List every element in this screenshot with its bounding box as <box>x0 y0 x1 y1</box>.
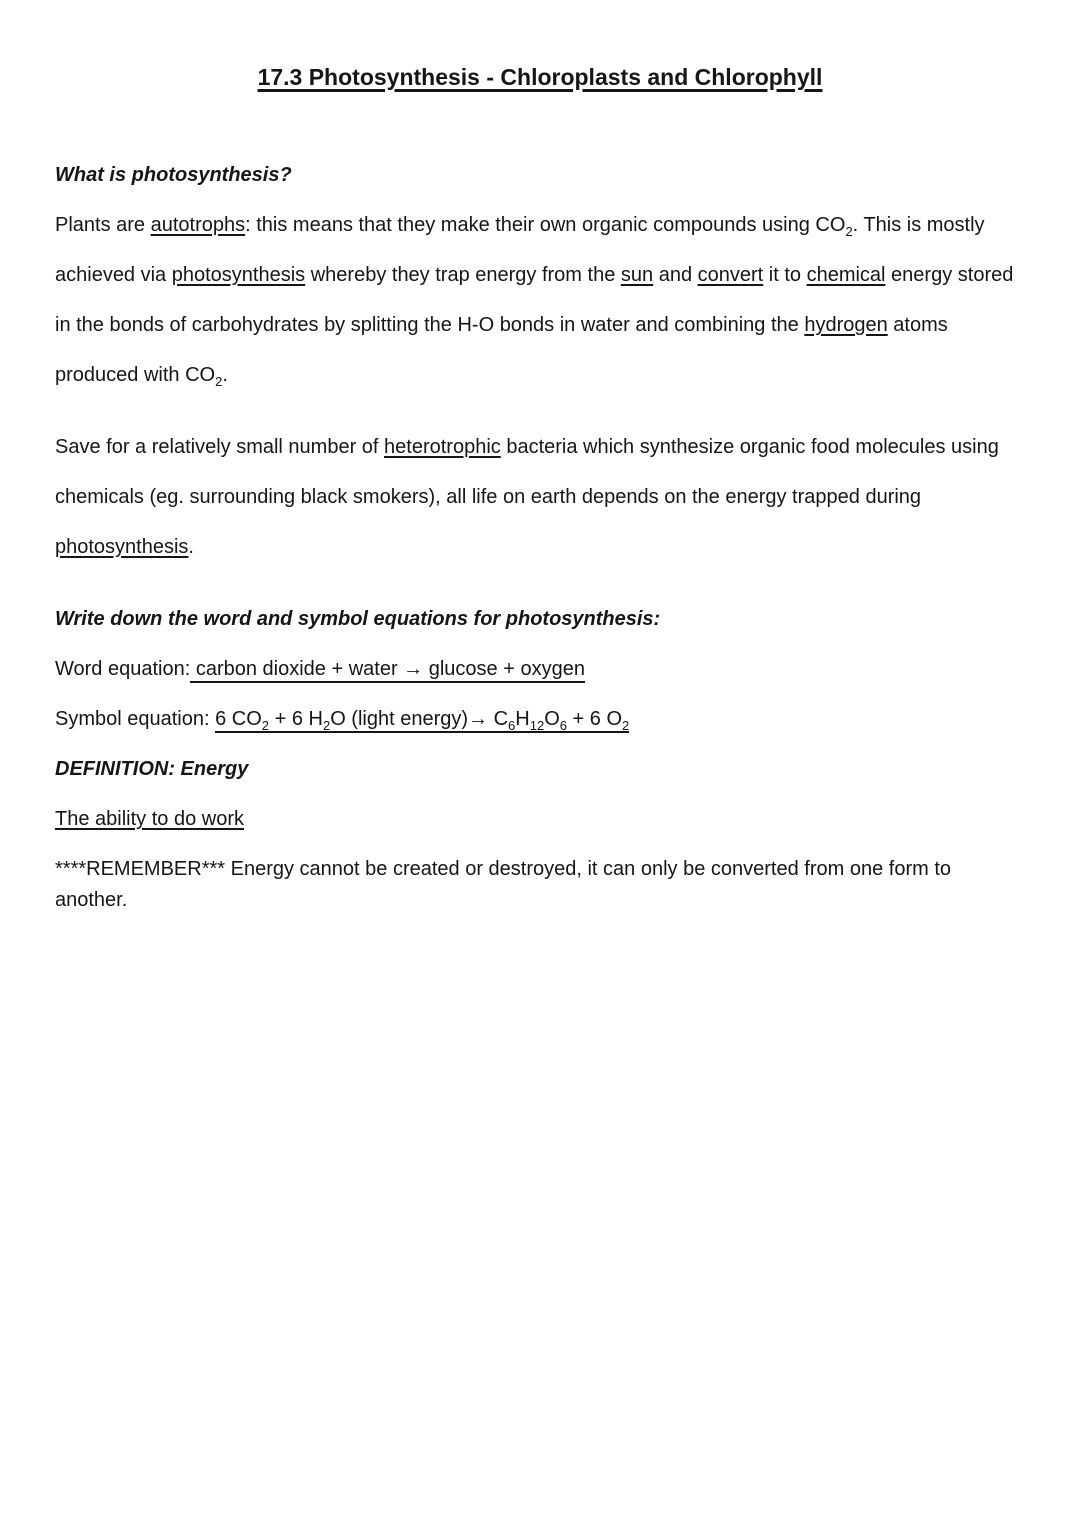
heterotrophs-paragraph: Save for a relatively small number of heterotrophic bacteria which synthesize organic food molecules using chemicals (eg. surrounding black smokers), all life on earth depends on the energy trapped during photosynthesis. <box>55 436 999 558</box>
definition-text: The ability to do work <box>55 808 244 830</box>
symbol-equation-label: Symbol equation: <box>55 708 216 730</box>
symbol-equation-line <box>55 694 1025 744</box>
section-heading-what-is-photosynthesis: What is photosynthesis? <box>55 164 292 186</box>
equations-block <box>55 594 1025 844</box>
intro-paragraph: Plants are autotrophs: this means that they make their own organic compounds using $CO_2$. This is mostly achieved via photosynthesis whereby they trap energy from the sun and convert it to chemical energy stored in the bonds of carbohydrates by splitting the H-O bonds in water and combining the hydrogen atoms produced with $CO_2$. <box>55 214 1014 389</box>
word-equation-value: carbon dioxide + water → glucose + oxygen <box>190 658 585 683</box>
document-title-text: 17.3 Photosynthesis - Chloroplasts and Chlorophyll <box>257 64 823 90</box>
remember-note: ****REMEMBER*** Energy cannot be created or destroyed, it can only be converted from one form to another. <box>55 858 952 911</box>
word-equation-line <box>55 644 1025 694</box>
document-title <box>55 62 1025 92</box>
symbol-equation-value: 6 $CO_2 + 6$ $H_2O$ (light energy)→ $C_6H_{12}O_6 + 6$ $O_2$ <box>215 708 630 733</box>
definition-heading: DEFINITION: Energy <box>55 758 249 780</box>
word-equation-label: Word equation: <box>55 658 191 680</box>
section-heading-equations: Write down the word and symbol equations for photosynthesis: <box>55 608 661 630</box>
